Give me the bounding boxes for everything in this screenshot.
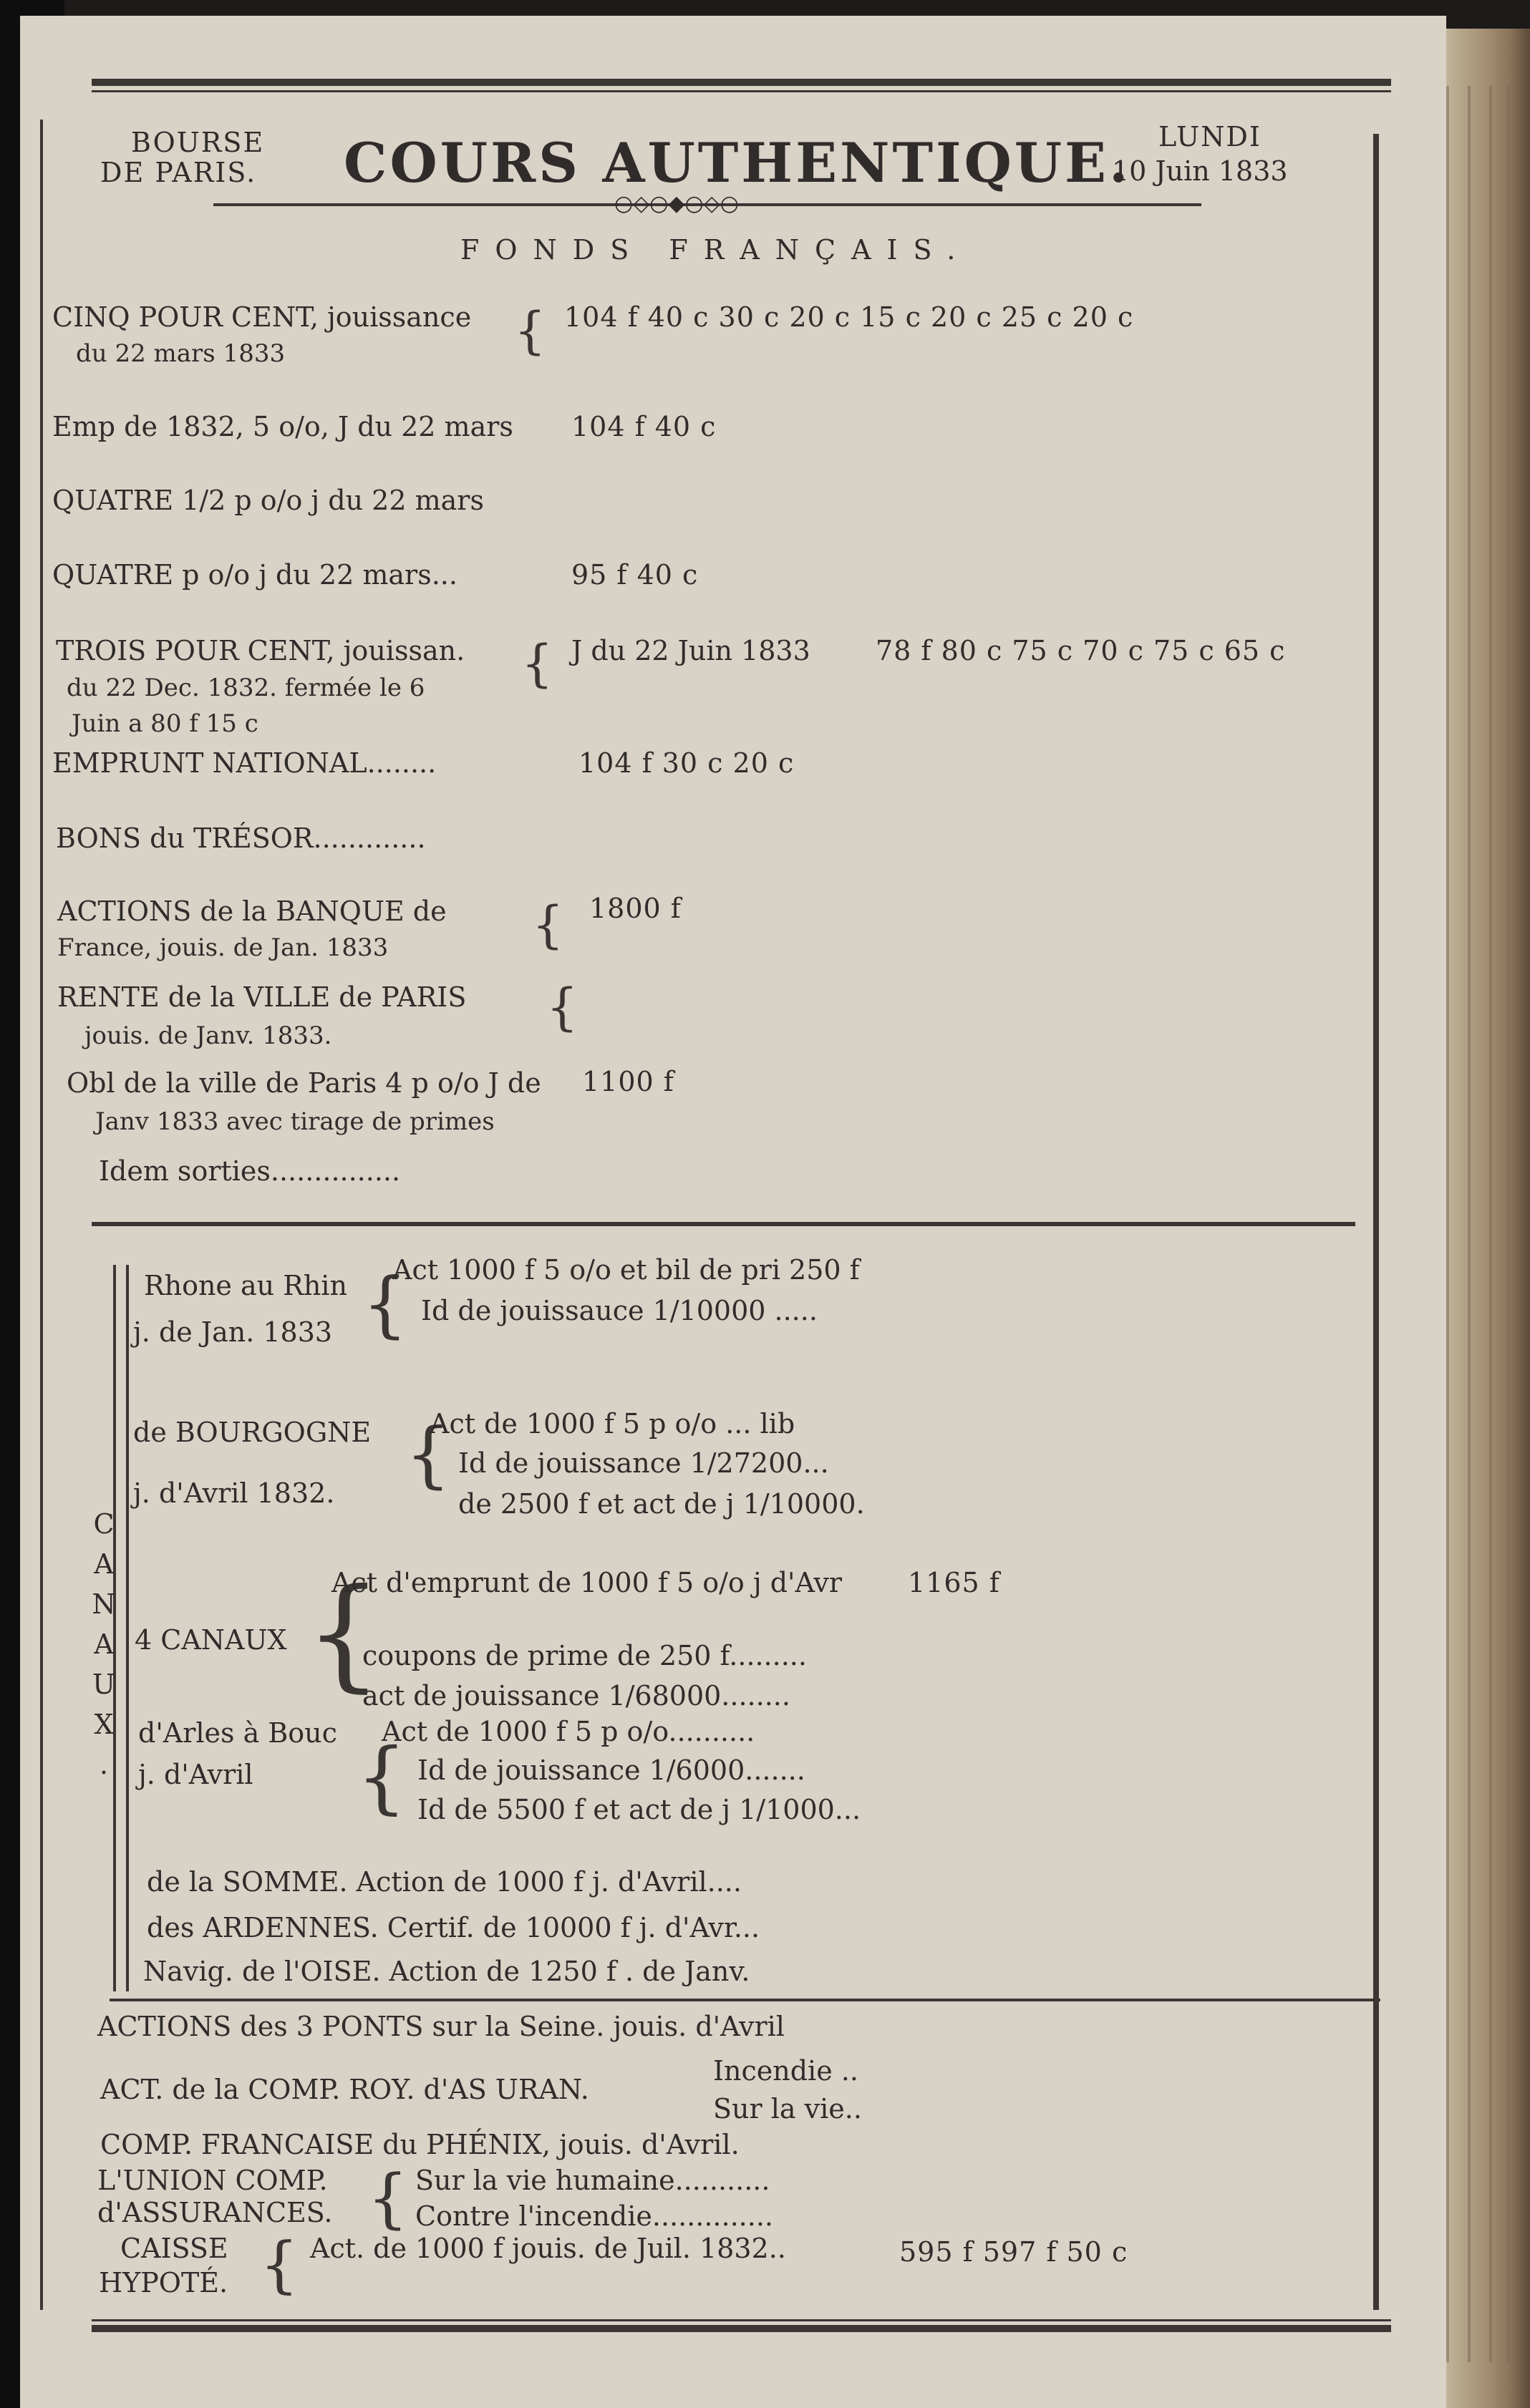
header-day: LUNDI — [1158, 121, 1262, 152]
brace: { — [532, 895, 564, 954]
quatre-item-1: Act d'emprunt de 1000 f 5 o/o j d'Avr — [331, 1567, 843, 1598]
title-ornament: ○◇○◆○◇○ — [614, 191, 739, 216]
fonds-9-name: RENTE de la VILLE de PARIS — [57, 981, 467, 1013]
brace: { — [514, 301, 546, 360]
comp-roy-name: ACT. de la COMP. ROY. d'AS URAN. — [100, 2074, 589, 2105]
left-border — [40, 120, 43, 2310]
page-title: COURS AUTHENTIQUE. — [344, 131, 1131, 195]
ardennes-line: des ARDENNES. Certif. de 10000 f j. d'Avr... — [147, 1912, 760, 1943]
bourgogne-item-2: Id de jouissance 1/27200... — [458, 1447, 829, 1479]
fonds-11-name: Idem sorties............... — [99, 1155, 401, 1187]
caisse-quote: 595 f 597 f 50 c — [899, 2236, 1128, 2268]
brace: { — [362, 1262, 408, 1346]
fonds-1-quotes: 104 f 40 c 30 c 20 c 15 c 20 c 25 c 20 c — [564, 301, 1134, 333]
section-divider — [92, 1222, 1355, 1226]
brace: { — [305, 1563, 383, 1704]
newspaper-page — [20, 16, 1446, 2408]
fonds-7-name: BONS du TRÉSOR............. — [56, 822, 426, 854]
brace: { — [357, 1731, 407, 1822]
fonds-10-name-2: Janv 1833 avec tirage de primes — [95, 1107, 495, 1136]
fonds-4-name: QUATRE p o/o j du 22 mars... — [52, 559, 457, 591]
fonds-5-name-2: du 22 Dec. 1832. fermée le 6 — [67, 674, 425, 702]
union-vie: Sur la vie humaine........... — [415, 2165, 770, 2196]
oise-line: Navig. de l'OISE. Action de 1250 f . de Janv. — [143, 1956, 750, 1987]
caisse-name-2: HYPOTÉ. — [99, 2267, 228, 2298]
quatre-canaux-name: 4 CANAUX — [135, 1624, 287, 1656]
caisse-name-1: CAISSE — [120, 2233, 228, 2264]
brace: { — [367, 2161, 409, 2236]
bourgogne-item-1: Act de 1000 f 5 p o/o ... lib — [430, 1408, 795, 1440]
ponts-line: ACTIONS des 3 PONTS sur la Seine. jouis. d'Avril — [97, 2011, 785, 2042]
quatre-item-3: act de jouissance 1/68000........ — [362, 1680, 790, 1712]
comp-roy-incendie: Incendie .. — [713, 2055, 858, 2087]
section-heading: FONDS FRANÇAIS. — [460, 234, 972, 266]
book-spine — [1432, 29, 1530, 2408]
fonds-3-name: QUATRE 1/2 p o/o j du 22 mars — [52, 485, 484, 516]
rhone-item-2: Id de jouissauce 1/10000 ..... — [421, 1295, 818, 1326]
somme-line: de la SOMME. Action de 1000 f j. d'Avril.... — [147, 1866, 742, 1898]
union-name-1: L'UNION COMP. — [97, 2165, 328, 2196]
rhone-item-1: Act 1000 f 5 o/o et bil de pri 250 f — [392, 1254, 860, 1286]
rhone-name: Rhone au Rhin — [144, 1270, 347, 1301]
fonds-5-jouissance: J du 22 Juin 1833 — [571, 635, 810, 666]
fonds-5-name: TROIS POUR CENT, jouissan. — [56, 635, 465, 666]
fonds-10-quotes: 1100 f — [582, 1066, 674, 1097]
header-date: 10 Juin 1833 — [1112, 155, 1288, 187]
arles-jouis: j. d'Avril — [138, 1759, 253, 1790]
comp-roy-vie: Sur la vie.. — [713, 2093, 862, 2125]
fonds-5-quotes: 78 f 80 c 75 c 70 c 75 c 65 c — [876, 635, 1286, 666]
union-name-2: d'ASSURANCES. — [97, 2197, 333, 2228]
masthead-left-1: BOURSE — [131, 127, 265, 158]
brace: { — [546, 978, 578, 1036]
quatre-item-2: coupons de prime de 250 f......... — [362, 1640, 807, 1671]
arles-item-2: Id de jouissance 1/6000....... — [417, 1754, 805, 1786]
fonds-6-quotes: 104 f 30 c 20 c — [578, 747, 795, 779]
arles-item-1: Act de 1000 f 5 p o/o.......... — [382, 1716, 755, 1747]
quatre-quote-1: 1165 f — [908, 1567, 1000, 1598]
section-divider — [110, 1999, 1380, 2001]
fonds-6-name: EMPRUNT NATIONAL........ — [52, 747, 437, 779]
fonds-8-quotes: 1800 f — [589, 893, 682, 924]
bourgogne-jouis: j. d'Avril 1832. — [133, 1477, 335, 1509]
brace: { — [521, 634, 553, 693]
canaux-vertical-label: CANAUX. — [88, 1508, 120, 1789]
fonds-9-name-2: jouis. de Janv. 1833. — [84, 1021, 332, 1050]
fonds-1-name-2: du 22 mars 1833 — [76, 339, 286, 368]
bottom-border — [92, 2319, 1391, 2321]
rhone-jouis: j. de Jan. 1833 — [133, 1316, 333, 1348]
brace: { — [405, 1412, 451, 1496]
phenix-line: COMP. FRANCAISE du PHÉNIX, jouis. d'Avril. — [100, 2129, 740, 2160]
right-border — [1373, 134, 1379, 2310]
bourgogne-name: de BOURGOGNE — [133, 1417, 372, 1448]
fonds-5-name-3: Juin a 80 f 15 c — [72, 709, 258, 738]
fonds-1-name: CINQ POUR CENT, jouissance — [52, 301, 472, 333]
fonds-10-name: Obl de la ville de Paris 4 p o/o J de — [67, 1067, 541, 1099]
fonds-2-name: Emp de 1832, 5 o/o, J du 22 mars — [52, 411, 513, 442]
masthead-left-2: DE PARIS. — [100, 157, 257, 188]
fonds-4-quotes: 95 f 40 c — [571, 559, 699, 591]
bourgogne-item-3: de 2500 f et act de j 1/10000. — [458, 1488, 865, 1520]
brace: { — [260, 2230, 299, 2301]
fonds-8-name-2: France, jouis. de Jan. 1833 — [57, 933, 389, 962]
union-incendie: Contre l'incendie.............. — [415, 2200, 773, 2232]
arles-item-3: Id de 5500 f et act de j 1/1000... — [417, 1794, 861, 1825]
caisse-item: Act. de 1000 f jouis. de Juil. 1832.. — [310, 2233, 786, 2264]
fonds-2-quotes: 104 f 40 c — [571, 411, 717, 442]
top-border — [92, 79, 1391, 86]
fonds-8-name: ACTIONS de la BANQUE de — [57, 895, 447, 927]
arles-name: d'Arles à Bouc — [138, 1717, 337, 1749]
